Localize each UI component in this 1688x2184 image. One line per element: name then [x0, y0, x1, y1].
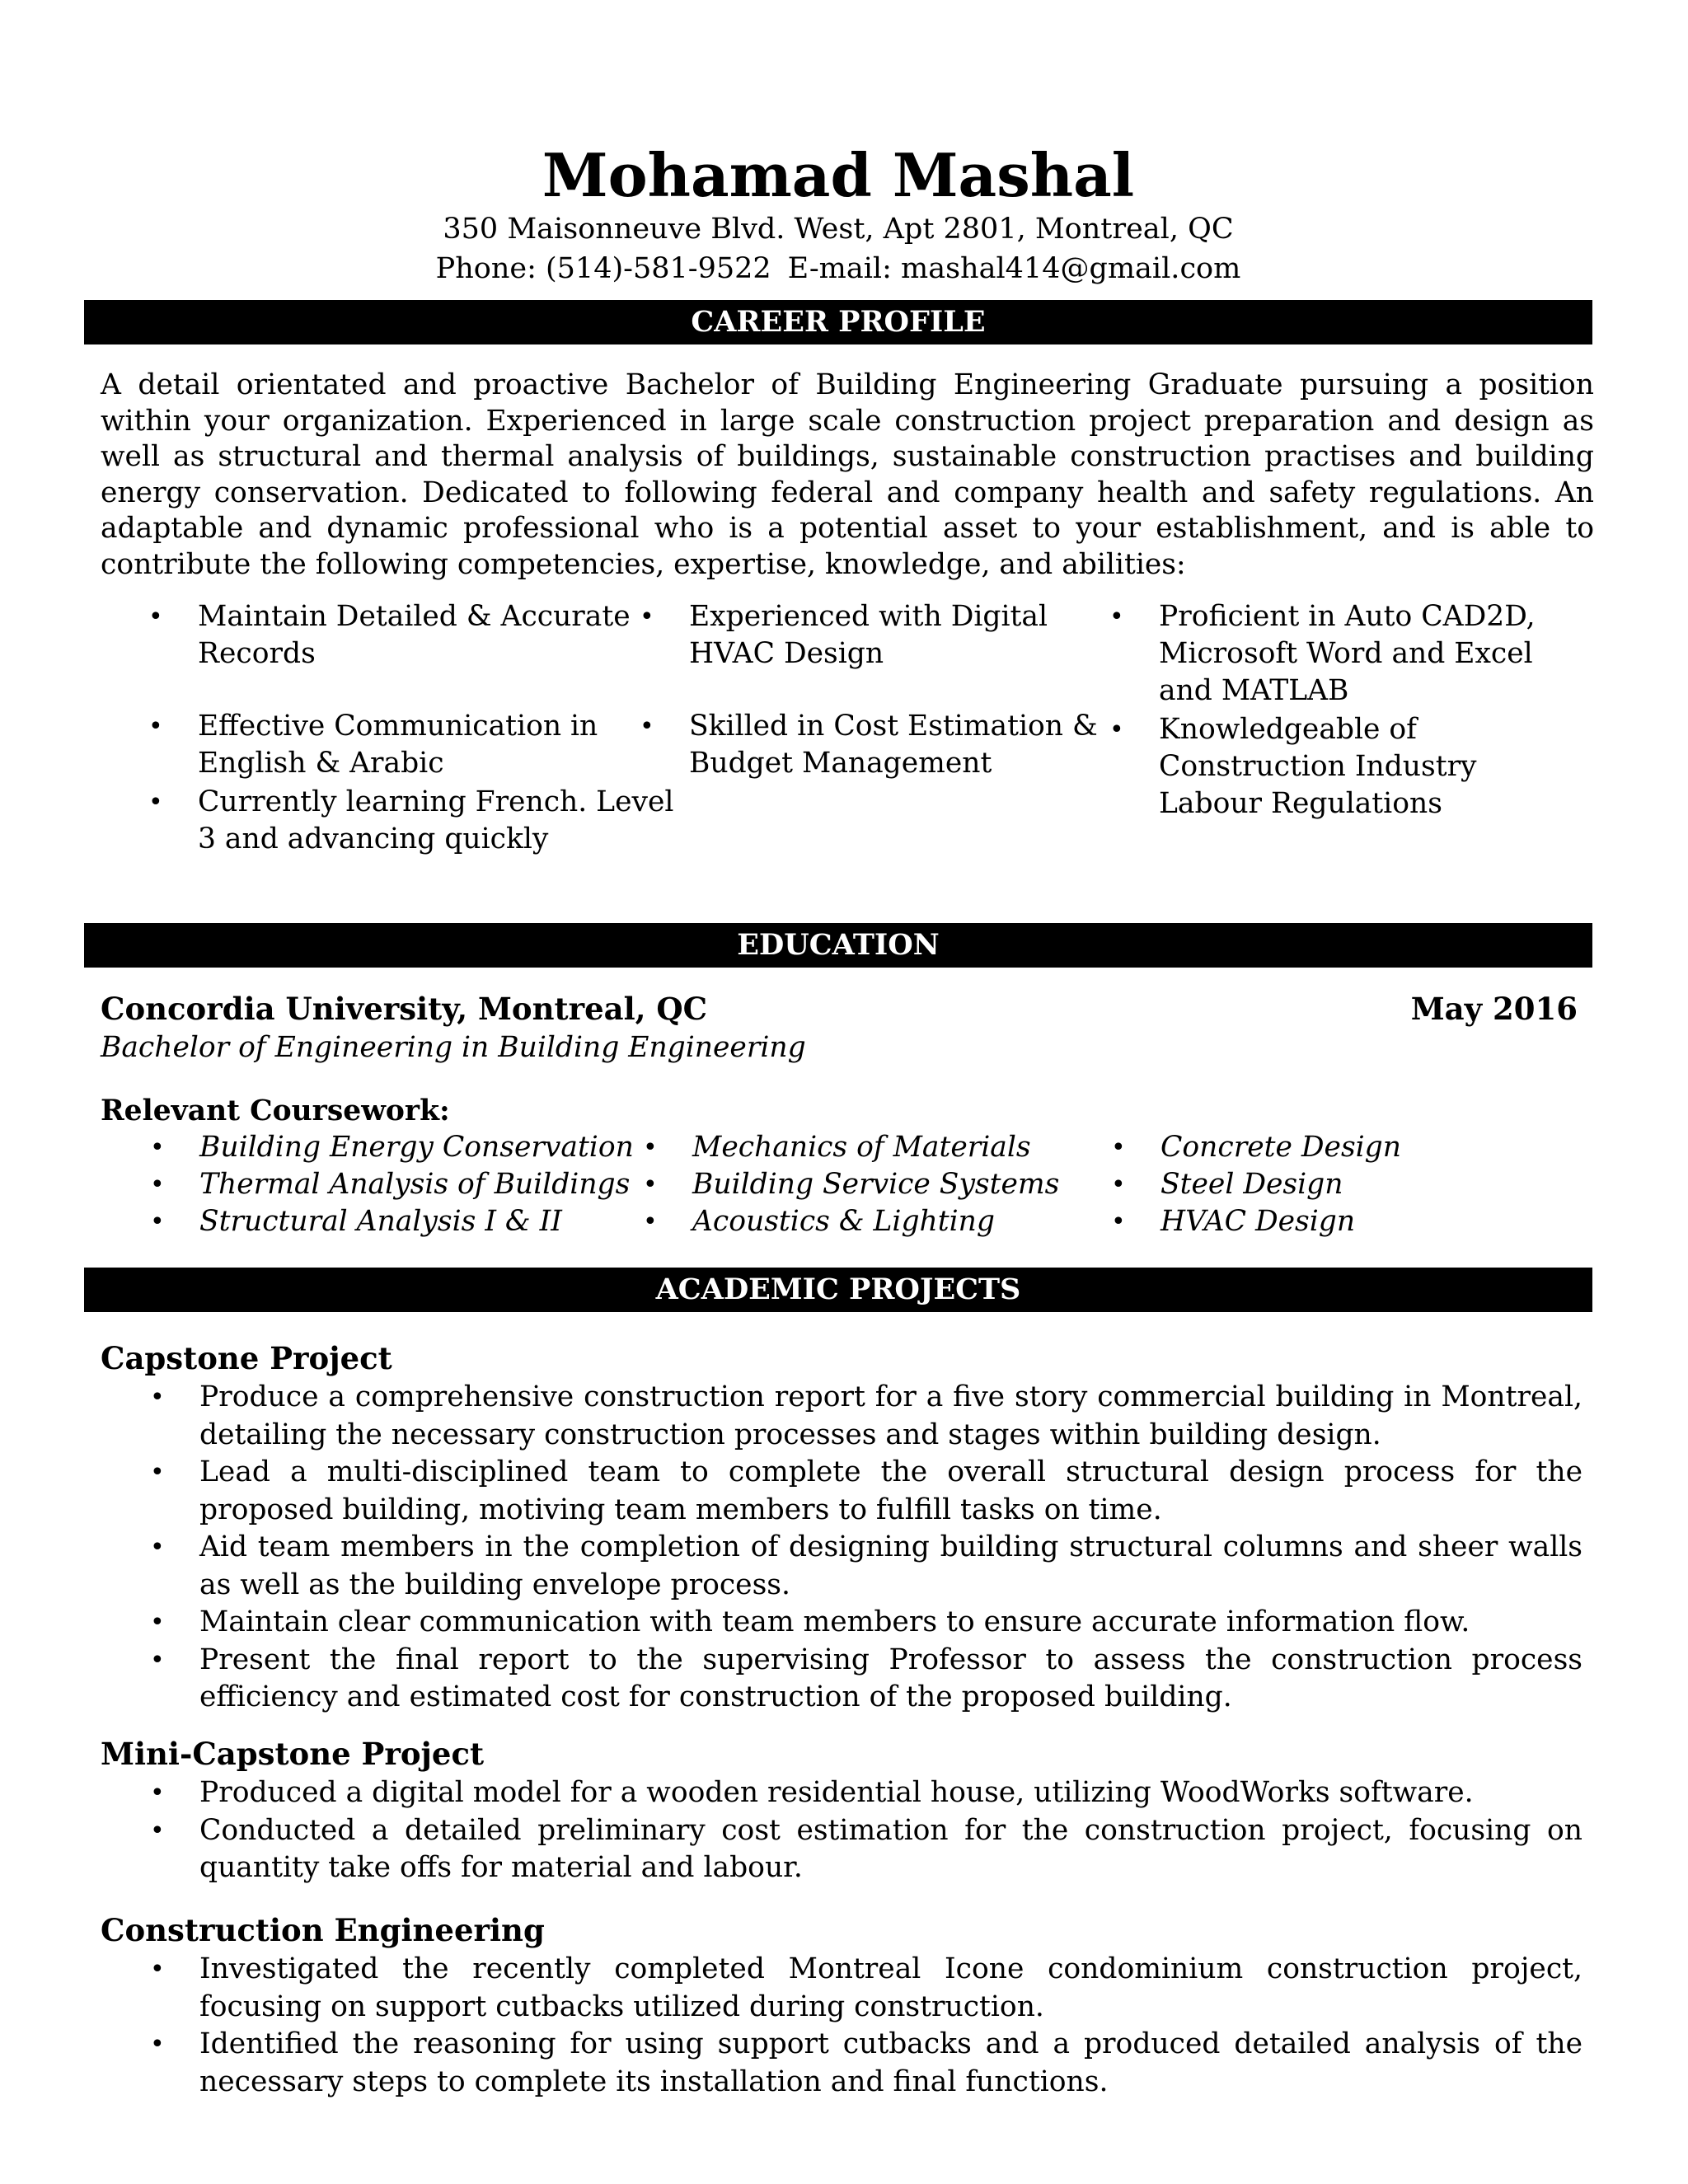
- list-item: • Present the final report to the supervising Professor to assess the construction process efficiency and estimated cost for construction of the proposed building.: [150, 1643, 1582, 1713]
- bullet-icon: •: [643, 1133, 658, 1162]
- list-item: • Conducted a detailed preliminary cost estimation for the construction project, focusing on quantity take offs for material and labour.: [150, 1813, 1582, 1884]
- career-summary: A detail orientated and proactive Bachelor of Building Engineering Graduate pursuing a position within your organization. Experienced in large scale construction project preparation and design as well as structural and thermal analysis of buildings, sustainable construction practises and building energy conservation. Dedicated to following federal and company health and safety regulations. An adaptable and dynamic professional who is a potential asset to your establishment, and is able to contribute the following competencies, expertise, knowledge, and abilities:: [101, 368, 1594, 581]
- courses-column-3: [1111, 1129, 1573, 1240]
- list-item: • Produced a digital model for a wooden residential house, utilizing WoodWorks software.: [199, 1774, 1582, 1812]
- project-title: Mini-Capstone Project: [101, 1736, 485, 1772]
- list-item: • Produce a comprehensive construction report for a five story commercial building in Montreal, detailing the necessary construction processes and stages within building design.: [150, 1380, 1582, 1451]
- project-bullets: [150, 1951, 1582, 2101]
- academic-projects-header: ACADEMIC PROJECTS: [84, 1268, 1592, 1312]
- list-item: • Skilled in Cost Estimation & Budget Management: [640, 710, 1098, 780]
- list-item: • Building Energy Conservation: [199, 1129, 661, 1166]
- graduation-date: May 2016: [1410, 991, 1578, 1027]
- bullet-icon: •: [150, 1383, 165, 1412]
- list-item: • Concrete Design: [1160, 1129, 1573, 1166]
- email: E-mail: mashal414@gmail.com: [787, 252, 1241, 285]
- candidate-name: Mohamad Mashal: [542, 140, 1135, 210]
- education-header: EDUCATION: [84, 923, 1592, 968]
- bullet-icon: •: [640, 712, 654, 741]
- list-item: • Effective Communication in English & Arabic: [148, 710, 598, 780]
- address: 350 Maisonneuve Blvd. West, Apt 2801, Montreal, QC: [443, 213, 1234, 246]
- bullet-icon: •: [1111, 1133, 1126, 1162]
- list-item: • Identified the reasoning for using support cutbacks and a produced detailed analysis of the necessary steps to complete its installation and final functions.: [150, 2027, 1582, 2098]
- competencies-column-1: [148, 598, 676, 893]
- bullet-icon: •: [148, 712, 163, 741]
- bullet-icon: •: [148, 788, 163, 817]
- bullet-icon: •: [150, 2030, 165, 2059]
- phone: Phone: (514)-581-9522: [435, 252, 771, 285]
- bullet-icon: •: [150, 1955, 165, 1984]
- list-item: • Building Service Systems: [692, 1166, 1121, 1203]
- project-bullets: [150, 1379, 1582, 1717]
- bullet-icon: •: [150, 1533, 165, 1562]
- bullet-icon: •: [1111, 1170, 1126, 1199]
- bullet-icon: •: [150, 1170, 165, 1199]
- bullet-icon: •: [150, 1458, 165, 1487]
- list-item: • Knowledgeable of Construction Industry Labour Regulations: [1109, 713, 1477, 820]
- competencies-column-3: [1109, 598, 1587, 858]
- school-name: Concordia University, Montreal, QC: [101, 991, 708, 1027]
- bullet-icon: •: [148, 602, 163, 631]
- project-title: Capstone Project: [101, 1340, 392, 1376]
- competencies-column-2: [640, 598, 1134, 818]
- bullet-icon: •: [1109, 602, 1124, 631]
- project-bullets: [150, 1774, 1582, 1887]
- list-item: • Maintain clear communication with team members to ensure accurate information flow.: [199, 1604, 1582, 1642]
- career-profile-header: CAREER PROFILE: [84, 300, 1592, 344]
- list-item: • Acoustics & Lighting: [692, 1203, 1121, 1240]
- bullet-icon: •: [150, 1133, 165, 1162]
- list-item: • Maintain Detailed & Accurate Records: [148, 600, 631, 670]
- bullet-icon: •: [1111, 1207, 1126, 1236]
- bullet-icon: •: [1109, 715, 1124, 744]
- list-item: • Experienced with Digital HVAC Design: [640, 600, 1048, 670]
- coursework-label: Relevant Coursework:: [101, 1094, 450, 1127]
- contact-line: [84, 249, 1592, 288]
- list-item: • Proficient in Auto CAD2D, Microsoft Word and Excel and MATLAB: [1109, 600, 1536, 707]
- list-item: • Lead a multi-disciplined team to complete the overall structural design process for the proposed building, motiving team members to fulfill tasks on time.: [150, 1455, 1582, 1526]
- bullet-icon: •: [150, 1816, 165, 1845]
- list-item: • Mechanics of Materials: [692, 1129, 1121, 1166]
- bullet-icon: •: [150, 1207, 165, 1236]
- list-item: • Structural Analysis I & II: [199, 1203, 661, 1240]
- project-title: Construction Engineering: [101, 1912, 545, 1948]
- bullet-icon: •: [643, 1170, 658, 1199]
- list-item: • Investigated the recently completed Montreal Icone condominium construction project, focusing on support cutbacks utilized during construction.: [150, 1952, 1582, 2023]
- bullet-icon: •: [643, 1207, 658, 1236]
- list-item: • Steel Design: [1160, 1166, 1573, 1203]
- list-item: • Thermal Analysis of Buildings: [199, 1166, 661, 1203]
- courses-column-1: [150, 1129, 661, 1240]
- bullet-icon: •: [640, 602, 654, 631]
- bullet-icon: •: [150, 1779, 165, 1807]
- courses-column-2: [643, 1129, 1121, 1240]
- degree: Bachelor of Engineering in Building Engineering: [101, 1031, 806, 1064]
- list-item: • HVAC Design: [1160, 1203, 1573, 1240]
- bullet-icon: •: [150, 1645, 165, 1675]
- bullet-icon: •: [150, 1608, 165, 1637]
- list-item: • Aid team members in the completion of designing building structural columns and sheer walls as well as the building envelope process.: [150, 1530, 1582, 1601]
- list-item: • Currently learning French. Level 3 and advancing quickly: [148, 785, 674, 855]
